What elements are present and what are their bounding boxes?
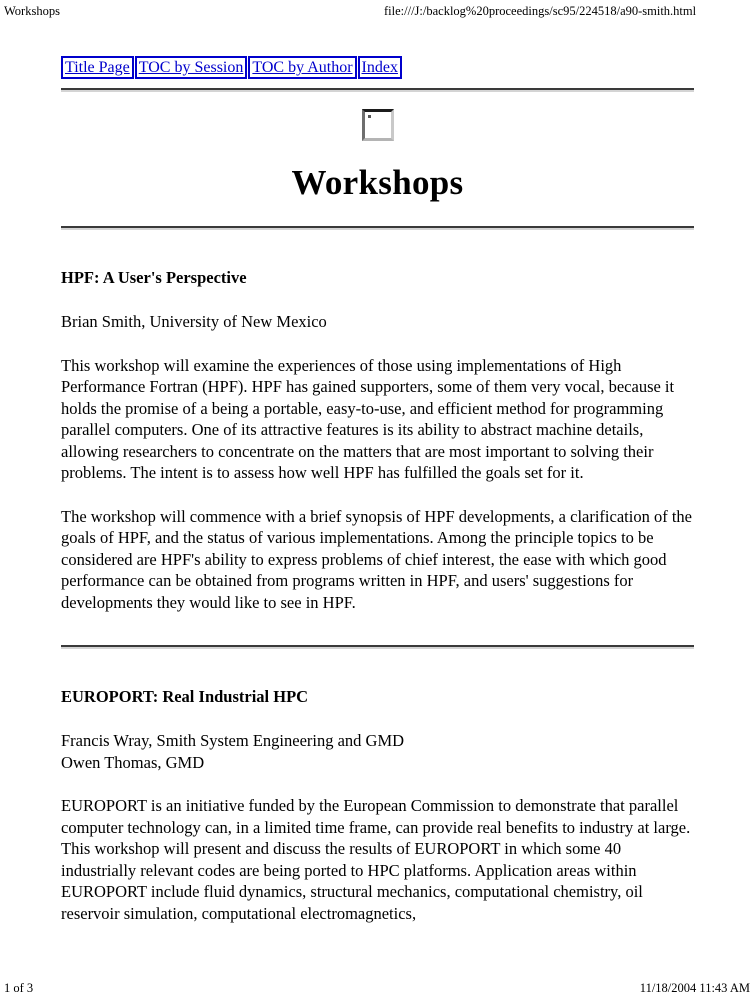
document-body [61, 56, 694, 924]
horizontal-rule-section-divider [61, 645, 694, 649]
print-timestamp: 11/18/2004 11:43 AM [639, 981, 750, 995]
section-paragraph-hpf-2: The workshop will commence with a brief synopsis of HPF developments, a clarification of the goals of HPF, and the status of various implementations. Among the principle topics to be considered are HPF's ability to express problems of chief interest, the ease with which good performance can be obtained from programs written in HPF, and users' suggestions for developments they would like to see in HPF. [61, 506, 692, 612]
banner-image-container [61, 109, 694, 141]
nav-link-index[interactable]: Index [358, 56, 402, 79]
print-footer [0, 976, 755, 1000]
section-byline-europort [61, 730, 694, 773]
section-paragraph-europort-1: EUROPORT is an initiative funded by the European Commission to demonstrate that parallel computer technology can, in a limited time frame, can provide real benefits to industry at large. This workshop will present and discuss the results of EUROPORT in which some 40 industrially relevant codes are being ported to HPC platforms. Application areas within EUROPORT include fluid dynamics, structural mechanics, computational chemistry, oil reservoir simulation, computational electromagnetics, [61, 796, 691, 923]
print-header-url: file:///J:/backlog%20proceedings/sc95/224518/a90-smith.html [384, 4, 697, 18]
section-paragraph-hpf-1: This workshop will examine the experiences of those using implementations of High Performance Fortran (HPF). HPF has gained supporters, some of them very vocal, because it holds the promise of a being a portable, easy-to-use, and efficient method for programming parallel computers. One of its attractive features is its ability to abstract machine details, allowing researchers to concentrate on the matters that are most important to solving their problems. The intent is to assess how well HPF has fulfilled the goals set for it. [61, 355, 675, 482]
print-header [0, 0, 755, 22]
horizontal-rule-top [61, 88, 694, 92]
navigation-bar [61, 56, 694, 79]
print-header-title: Workshops [4, 4, 60, 18]
section-byline-hpf: Brian Smith, University of New Mexico [61, 312, 327, 331]
section-title-hpf: HPF: A User's Perspective [61, 268, 247, 287]
nav-link-toc-by-author[interactable]: TOC by Author [248, 56, 356, 79]
page-title: Workshops [291, 163, 464, 202]
nav-link-toc-by-session[interactable]: TOC by Session [135, 56, 248, 79]
page-number: 1 of 3 [4, 981, 34, 995]
nav-link-title-page[interactable]: Title Page [61, 56, 134, 79]
section-byline-europort-line1: Francis Wray, Smith System Engineering and GMD [61, 731, 405, 750]
section-byline-europort-line2: Owen Thomas, GMD [61, 752, 205, 772]
broken-image-icon [362, 109, 394, 141]
horizontal-rule-under-title [61, 226, 694, 230]
section-title-europort: EUROPORT: Real Industrial HPC [61, 687, 309, 706]
